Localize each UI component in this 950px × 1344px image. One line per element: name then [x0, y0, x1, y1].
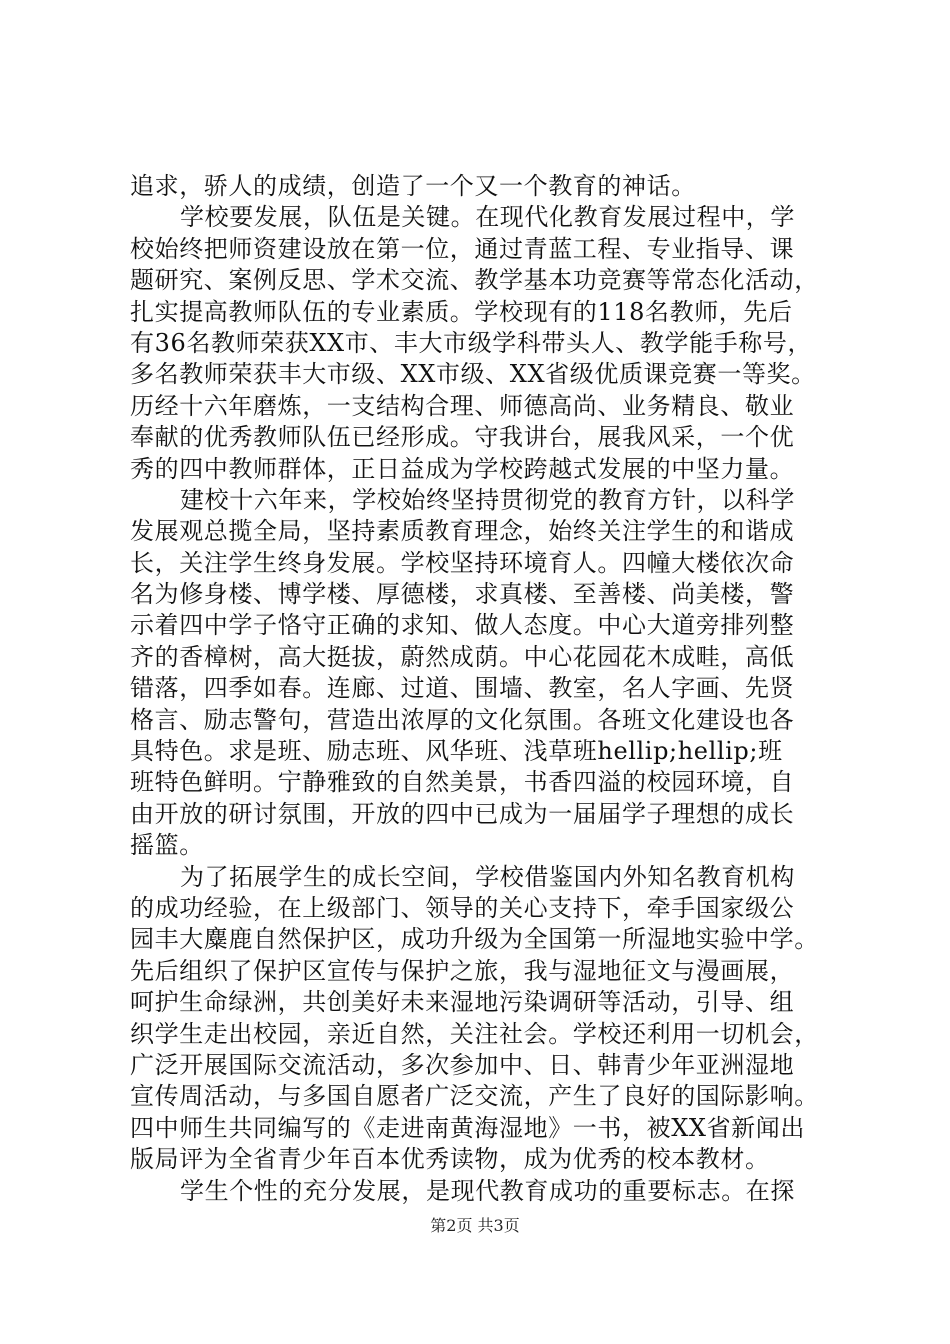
page-footer: 第2页 共3页	[430, 1216, 520, 1235]
text-line: 题研究、案例反思、学术交流、教学基本功竞赛等常态化活动，	[130, 266, 819, 295]
paragraph-start-line: 学校要发展，队伍是关键。在现代化教育发展过程中，学	[180, 203, 795, 232]
text-line: 版局评为全省青少年百本优秀读物，成为优秀的校本教材。	[130, 1145, 770, 1174]
paragraph-start-line: 建校十六年来，学校始终坚持贯彻党的教育方针，以科学	[180, 485, 795, 514]
text-line: 校始终把师资建设放在第一位，通过青蓝工程、专业指导、课	[130, 234, 795, 263]
text-line: 织学生走出校园，亲近自然，关注社会。学校还利用一切机会，	[130, 1019, 819, 1048]
text-line: 摇篮。	[130, 831, 204, 860]
text-line: 园丰大麋鹿自然保护区，成功升级为全国第一所湿地实验中学。	[130, 925, 819, 954]
text-line: 宣传周活动，与多国自愿者广泛交流，产生了良好的国际影响。	[130, 1082, 819, 1111]
text-line: 历经十六年磨炼，一支结构合理、师德高尚、业务精良、敬业	[130, 391, 795, 420]
text-line: 奉献的优秀教师队伍已经形成。守我讲台，展我风采，一个优	[130, 423, 795, 452]
text-line: 示着四中学子恪守正确的求知、做人态度。中心大道旁排列整	[130, 611, 795, 640]
text-line: 扎实提高教师队伍的专业素质。学校现有的118名教师，先后	[130, 297, 793, 326]
text-line: 错落，四季如春。连廊、过道、围墙、教室，名人字画、先贤	[130, 674, 795, 703]
text-line: 秀的四中教师群体，正日益成为学校跨越式发展的中坚力量。	[130, 454, 795, 483]
text-line: 格言、励志警句，营造出浓厚的文化氛围。各班文化建设也各	[130, 705, 795, 734]
body-text	[130, 171, 830, 1207]
text-line: 发展观总揽全局，坚持素质教育理念，始终关注学生的和谐成	[130, 517, 795, 546]
text-line: 名为修身楼、博学楼、厚德楼，求真楼、至善楼、尚美楼，警	[130, 580, 795, 609]
paragraph-start-line: 为了拓展学生的成长空间，学校借鉴国内外知名教育机构	[180, 862, 795, 891]
text-line: 班特色鲜明。宁静雅致的自然美景，书香四溢的校园环境，自	[130, 768, 795, 797]
paragraph-start-line: 学生个性的充分发展，是现代教育成功的重要标志。在探	[180, 1176, 795, 1205]
text-line: 齐的香樟树，高大挺拔，蔚然成荫。中心花园花木成畦，高低	[130, 642, 795, 671]
text-line: 由开放的研讨氛围，开放的四中已成为一届届学子理想的成长	[130, 799, 795, 828]
text-line: 长，关注学生终身发展。学校坚持环境育人。四幢大楼依次命	[130, 548, 795, 577]
text-line: 多名教师荣获丰大市级、XX市级、XX省级优质课竞赛一等奖。	[130, 360, 816, 389]
text-line: 的成功经验，在上级部门、领导的关心支持下，牵手国家级公	[130, 893, 795, 922]
text-line: 广泛开展国际交流活动，多次参加中、日、韩青少年亚洲湿地	[130, 1050, 795, 1079]
text-line: 四中师生共同编写的《走进南黄海湿地》一书，被XX省新闻出	[130, 1113, 805, 1142]
text-line: 具特色。求是班、励志班、风华班、浅草班hellip;hellip;班	[130, 737, 783, 766]
text-line: 呵护生命绿洲，共创美好未来湿地污染调研等活动，引导、组	[130, 988, 795, 1017]
text-line: 先后组织了保护区宣传与保护之旅，我与湿地征文与漫画展，	[130, 956, 795, 985]
text-line: 追求，骄人的成绩，创造了一个又一个教育的神话。	[130, 172, 696, 200]
text-line: 有36名教师荣获XX市、丰大市级学科带头人、教学能手称号，	[130, 328, 813, 357]
